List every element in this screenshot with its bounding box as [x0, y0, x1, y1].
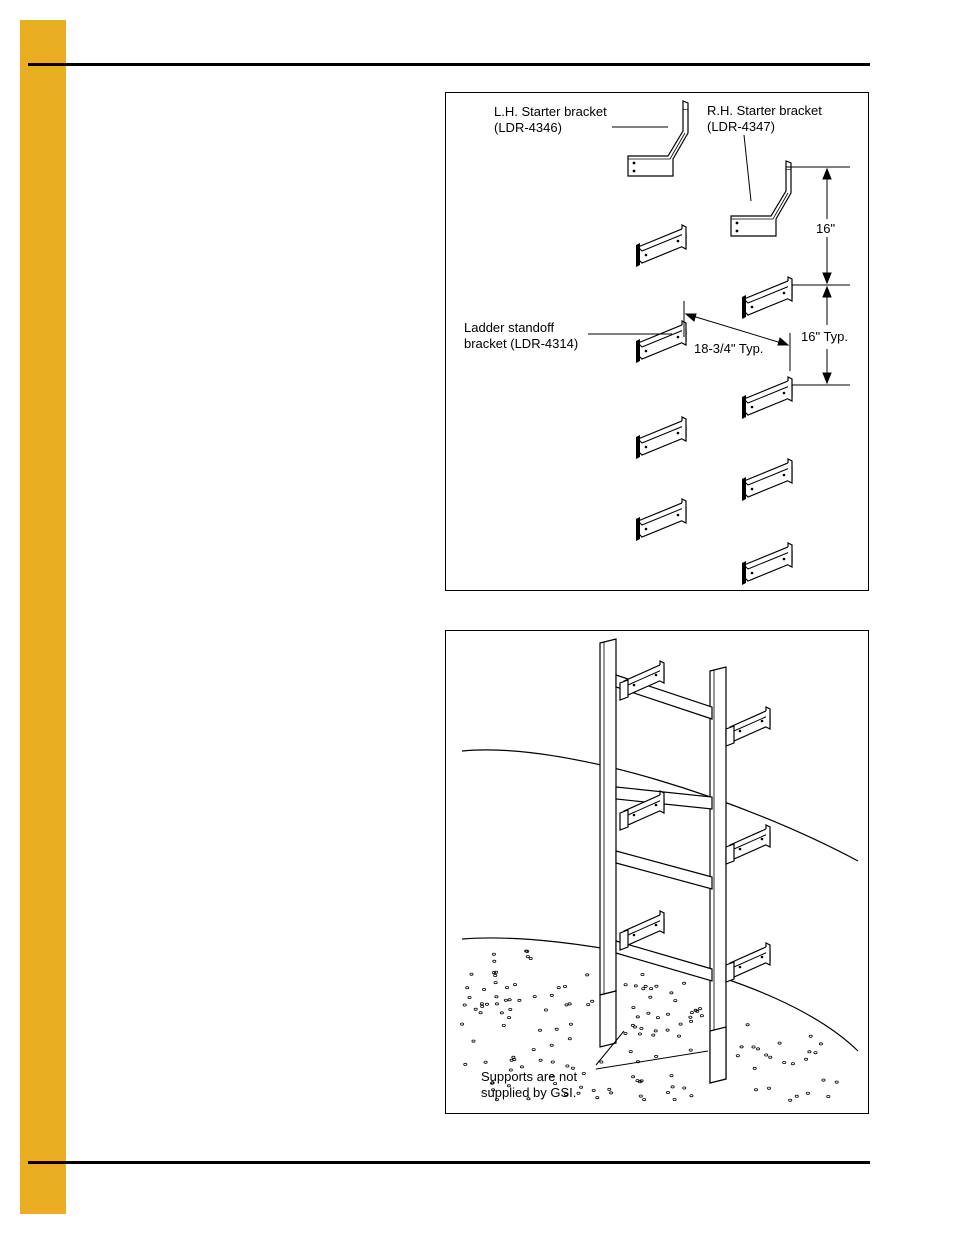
gravel-dot	[513, 984, 516, 986]
gravel-dot	[673, 1098, 676, 1100]
gravel-dot	[518, 999, 521, 1001]
gravel-dot	[512, 1056, 515, 1058]
gravel-dot	[647, 1012, 650, 1014]
gravel-dot	[795, 1095, 798, 1097]
standoff-bracket-icon	[636, 321, 686, 363]
gravel-dot	[789, 1099, 792, 1101]
gravel-dot	[483, 988, 486, 990]
gravel-dot	[736, 1055, 739, 1057]
gravel-dot	[700, 1015, 703, 1017]
gravel-dot	[587, 1004, 590, 1006]
gravel-dot	[550, 1044, 553, 1046]
gravel-dot	[468, 996, 471, 998]
gravel-dot	[461, 1023, 464, 1025]
gravel-dot	[551, 1061, 554, 1063]
gravel-dot	[655, 985, 658, 987]
standoff-bracket-icon	[742, 459, 792, 501]
gravel-dot	[778, 1042, 781, 1044]
standoff-bracket-icon	[636, 417, 686, 459]
gravel-dot	[563, 985, 566, 987]
gravel-dot	[538, 1029, 541, 1031]
gravel-dot	[582, 1072, 585, 1074]
gravel-dot	[492, 953, 495, 955]
gravel-dot	[539, 1059, 542, 1061]
gravel-dot	[494, 982, 497, 984]
gravel-dot	[767, 1087, 770, 1089]
standoff-bracket-icon	[636, 499, 686, 541]
gravel-dot	[791, 1063, 794, 1065]
gravel-dot	[479, 1012, 482, 1014]
gravel-dot	[814, 1052, 817, 1054]
gravel-dot	[654, 1030, 657, 1032]
gravel-dot	[783, 1061, 786, 1063]
gravel-dot	[509, 1008, 512, 1010]
gravel-dot	[566, 1065, 569, 1067]
rh-starter-bracket-icon	[731, 161, 791, 236]
gravel-dot	[520, 1066, 523, 1068]
gravel-dot	[740, 1046, 743, 1048]
gravel-dot	[805, 1058, 808, 1060]
gravel-dot	[493, 960, 496, 962]
gravel-dot	[481, 1005, 484, 1007]
standoff-bracket-icon	[636, 225, 686, 267]
gravel-dot	[464, 1063, 467, 1065]
gravel-dot	[690, 1012, 693, 1014]
gravel-dot	[636, 1016, 639, 1018]
gravel-dot	[502, 1024, 505, 1026]
gravel-dot	[683, 982, 686, 984]
gravel-dot	[644, 985, 647, 987]
gravel-dot	[754, 1089, 757, 1091]
gravel-dot	[485, 1003, 488, 1005]
gravel-dot	[809, 1035, 812, 1037]
header-rule	[28, 63, 870, 66]
footer-rule	[28, 1161, 870, 1164]
gravel-dot	[698, 1008, 701, 1010]
gravel-dot	[508, 999, 511, 1001]
gravel-dot	[808, 1051, 811, 1053]
gravel-dot	[508, 1017, 511, 1019]
gravel-dot	[544, 1009, 547, 1011]
gravel-dot	[683, 1087, 686, 1089]
standoff-bracket-icon	[742, 543, 792, 585]
gravel-dot	[835, 1081, 838, 1083]
gravel-dot	[580, 1086, 583, 1088]
gravel-dot	[608, 1088, 611, 1090]
gravel-dot	[631, 1024, 634, 1026]
gravel-dot	[529, 957, 532, 959]
gravel-dot	[677, 1035, 680, 1037]
gravel-dot	[505, 987, 508, 989]
rh-starter-label: R.H. Starter bracket (LDR-4347)	[707, 103, 822, 134]
gravel-dot	[690, 1095, 693, 1097]
gravel-dot	[639, 1095, 642, 1097]
gravel-dot	[624, 1032, 627, 1034]
gravel-dot	[632, 1076, 635, 1078]
vertical-dimension	[786, 167, 850, 385]
standoff-bracket-label: Ladder standoff bracket (LDR-4314)	[464, 320, 579, 351]
gravel-dot	[670, 1075, 673, 1077]
gravel-dot	[819, 1043, 822, 1045]
gravel-dot	[569, 1023, 572, 1025]
gravel-dot	[500, 1012, 503, 1014]
gravel-dot	[504, 999, 507, 1001]
gravel-dot	[746, 1024, 749, 1026]
gravel-dot	[806, 1092, 809, 1094]
gravel-dot	[474, 1008, 477, 1010]
gravel-dot	[827, 1095, 830, 1097]
gravel-dot	[666, 1013, 669, 1015]
leader-line	[744, 135, 751, 201]
gravel-dot	[629, 1051, 632, 1053]
gravel-dot	[472, 1040, 475, 1042]
gravel-dot	[600, 1061, 603, 1063]
supports-note-label: Supports are not supplied by GSI.	[481, 1069, 578, 1100]
gravel-dot	[533, 996, 536, 998]
gravel-dot	[557, 987, 560, 989]
gravel-dot	[666, 1091, 669, 1093]
gravel-dot	[568, 1038, 571, 1040]
gravel-dot	[555, 1028, 558, 1030]
gravel-dot	[463, 1004, 466, 1006]
gravel-dot	[470, 973, 473, 975]
gravel-dot	[492, 972, 495, 974]
gravel-dot	[568, 1003, 571, 1005]
gravel-dot	[642, 988, 645, 990]
gravel-dot	[679, 1023, 682, 1025]
ladder-installation-figure	[445, 630, 869, 1114]
lh-starter-bracket-icon	[628, 101, 688, 176]
dimension-18-3-4-typ-label: 18-3/4" Typ.	[694, 341, 764, 356]
gravel-dot	[655, 1055, 658, 1057]
gravel-dot	[586, 974, 589, 976]
standoff-bracket-icon	[742, 277, 792, 319]
gravel-dot	[822, 1079, 825, 1081]
lh-starter-label: L.H. Starter bracket (LDR-4346)	[494, 104, 607, 135]
gravel-dot	[656, 1017, 659, 1019]
gravel-dot	[643, 1099, 646, 1101]
gravel-dot	[752, 1046, 755, 1048]
gravel-dot	[624, 984, 627, 986]
gravel-dot	[577, 1092, 580, 1094]
side-color-bar	[20, 20, 66, 1214]
ladder-right-rail	[710, 667, 726, 1083]
gravel-dot	[632, 1007, 635, 1009]
gravel-dot	[756, 1048, 759, 1050]
gravel-dot	[484, 1061, 487, 1063]
gravel-dot	[596, 1097, 599, 1099]
gravel-dot	[532, 1049, 535, 1051]
gravel-dot	[666, 1029, 669, 1031]
gravel-dot	[592, 1089, 595, 1091]
gravel-dot	[765, 1054, 768, 1056]
gravel-dot	[670, 992, 673, 994]
ladder-left-rail	[600, 639, 616, 1047]
standoff-bracket-icon	[726, 825, 770, 864]
leader-line	[596, 1051, 708, 1069]
gravel-dot	[652, 1034, 655, 1036]
gravel-dot	[495, 996, 498, 998]
gravel-dot	[526, 956, 529, 958]
gravel-dot	[674, 1000, 677, 1002]
gravel-dot	[480, 1003, 483, 1005]
horizontal-spacing-dimension	[684, 301, 790, 371]
gravel-dot	[671, 1086, 674, 1088]
ladder-installation-drawing	[446, 631, 868, 1113]
gravel-dot	[689, 1016, 692, 1018]
gravel-dot	[689, 1049, 692, 1051]
gravel-dot	[550, 994, 553, 996]
gravel-dot	[610, 1092, 613, 1094]
gravel-dot	[495, 1003, 498, 1005]
standoff-bracket-icon	[742, 377, 792, 419]
gravel-dot	[634, 985, 637, 987]
gravel-dot	[649, 996, 652, 998]
gravel-dot	[638, 1033, 641, 1035]
gravel-dot	[526, 950, 529, 952]
standoff-bracket-icon	[620, 911, 664, 950]
gravel-dot	[650, 988, 653, 990]
gravel-dot	[640, 1027, 643, 1029]
bracket-layout-figure	[445, 92, 869, 591]
dimension-16-typ-label: 16" Typ.	[801, 329, 849, 344]
dimension-16-label: 16"	[816, 221, 836, 236]
gravel-dot	[690, 1020, 693, 1022]
gravel-dot	[753, 1067, 756, 1069]
gravel-dot	[591, 1000, 594, 1002]
gravel-dot	[494, 974, 497, 976]
standoff-bracket-icon	[726, 943, 770, 982]
standoff-bracket-icon	[726, 707, 770, 746]
gravel-dot	[565, 1004, 568, 1006]
gravel-dot	[466, 987, 469, 989]
gravel-dot	[641, 973, 644, 975]
gravel-dot	[769, 1056, 772, 1058]
